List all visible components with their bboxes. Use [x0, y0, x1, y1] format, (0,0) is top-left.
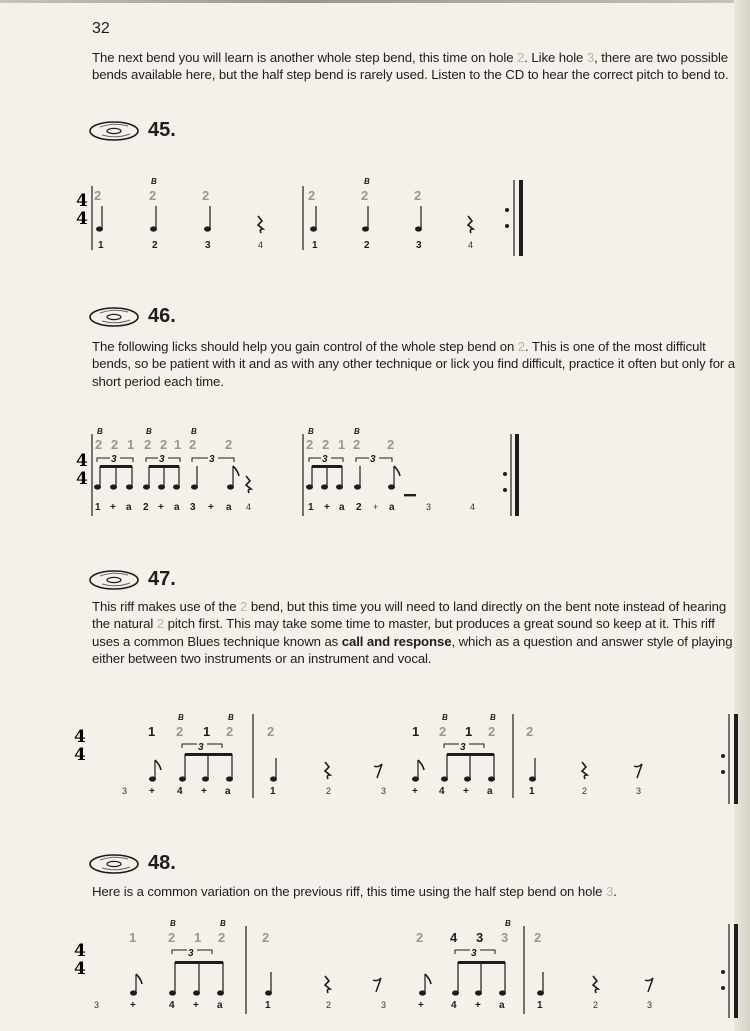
- hole-number: 1: [203, 724, 211, 739]
- hole-number: 2: [353, 437, 361, 452]
- cd-icon: [88, 850, 142, 876]
- hole-number: 2: [168, 930, 176, 945]
- hole-number: 2: [534, 930, 542, 945]
- count-label: 3: [94, 1000, 100, 1010]
- hole-number: 2: [189, 437, 197, 452]
- example-47-tab-staff: [70, 708, 750, 808]
- count-label: 3: [381, 786, 387, 796]
- hole-number: 2: [144, 437, 152, 452]
- hole-number: 2: [226, 724, 234, 739]
- count-label: +: [463, 786, 469, 797]
- svg-text:3: 3: [188, 948, 194, 959]
- bend-mark: B: [442, 713, 448, 722]
- triplet-bracket: [455, 948, 495, 959]
- count-label: +: [149, 786, 155, 797]
- hole-number: 1: [174, 437, 182, 452]
- quarter-rest: [258, 216, 263, 233]
- time-signature-top: 4: [74, 941, 86, 961]
- count-label: 4: [451, 1000, 457, 1011]
- quarter-rest: [468, 216, 473, 233]
- hole-number: 2: [218, 930, 226, 945]
- count-label: a: [487, 786, 493, 797]
- time-signature-bottom: 4: [76, 469, 88, 489]
- example-45-header: [88, 117, 176, 143]
- hole-number: 1: [127, 437, 135, 452]
- count-label: 4: [169, 1000, 175, 1011]
- triplet-bracket: [172, 948, 212, 959]
- count-label: a: [225, 786, 231, 797]
- bend-mark: B: [191, 427, 197, 436]
- paragraph-text: pitch first. This may take some time to master, but produces a great sound so keep at it. This riff uses a common Blues technique known as: [92, 616, 715, 649]
- hole-number: 1: [129, 930, 137, 945]
- count-label: 1: [529, 786, 535, 797]
- example-47-header: [88, 566, 176, 592]
- intro-text-2: . Like hole: [524, 50, 587, 65]
- repeat-sign: [505, 180, 521, 256]
- page-number: 32: [92, 20, 110, 37]
- count-label: 2: [593, 1000, 599, 1010]
- count-label: a: [339, 502, 345, 513]
- quarter-rest: [246, 476, 251, 493]
- svg-text:3: 3: [198, 742, 204, 753]
- hole-number: 2: [156, 616, 165, 632]
- count-label: +: [324, 502, 330, 513]
- repeat-sign: [503, 434, 517, 516]
- hole-number: 2: [160, 437, 168, 452]
- bend-mark: B: [354, 427, 360, 436]
- example-number: 45.: [148, 118, 176, 141]
- count-label: +: [373, 502, 379, 512]
- hole-number: 2: [95, 437, 103, 452]
- cd-icon: [88, 303, 142, 329]
- quarter-note: [537, 972, 544, 996]
- hole-number: 2: [149, 188, 157, 203]
- eighth-note: [149, 760, 161, 782]
- count-label: 2: [143, 502, 149, 513]
- cd-icon: [88, 117, 142, 143]
- hole-number: 2: [414, 188, 422, 203]
- count-label: +: [193, 1000, 199, 1011]
- time-signature-top: 4: [76, 451, 88, 471]
- count-label: +: [201, 786, 207, 797]
- bend-mark: B: [490, 713, 496, 722]
- hole-number: 2: [517, 339, 525, 354]
- count-label: 3: [381, 1000, 387, 1010]
- count-label: 3: [426, 502, 432, 512]
- eighth-note: [130, 974, 142, 996]
- hole-number: 2: [225, 437, 233, 452]
- paragraph-text: .: [613, 884, 617, 899]
- beamed-triplet: [306, 465, 343, 490]
- time-signature-top: 4: [76, 191, 88, 211]
- triplet-bracket: [192, 454, 234, 465]
- quarter-note: [204, 206, 211, 232]
- hole-number: 3: [476, 930, 484, 945]
- quarter-rest: [325, 762, 330, 779]
- bend-mark: B: [97, 427, 103, 436]
- hole-number: 2: [111, 437, 119, 452]
- eighth-rest: [634, 764, 642, 778]
- count-label: 1: [312, 240, 318, 251]
- time-signature-bottom: 4: [76, 209, 88, 229]
- beamed-triplet: [452, 961, 506, 996]
- count-label: 1: [98, 240, 104, 251]
- cd-icon: [88, 566, 142, 592]
- count-label: 1: [537, 1000, 543, 1011]
- hole-number: 4: [450, 930, 458, 945]
- triplet-bracket: [182, 742, 222, 753]
- half-rest: [404, 494, 416, 496]
- count-label: 1: [270, 786, 276, 797]
- intro-text-1: The next bend you will learn is another whole step bend, this time on hole: [92, 50, 518, 65]
- eighth-rest: [645, 978, 653, 992]
- paragraph-text: , which as a question and answer style of playing either between two instruments or an instrument and vocal.: [92, 633, 733, 667]
- triplet-bracket: [356, 454, 392, 465]
- svg-text:3: 3: [111, 454, 117, 465]
- count-label: 4: [177, 786, 183, 797]
- count-label: 2: [326, 1000, 332, 1010]
- time-signature-top: 4: [74, 727, 86, 747]
- time-signature: [74, 941, 86, 979]
- quarter-note: [150, 206, 157, 232]
- example-number: 48.: [148, 851, 176, 874]
- example-46-header: [88, 303, 176, 329]
- paragraph-text: Here is a common variation on the previous riff, this time using the half step bend on hole: [92, 884, 606, 899]
- count-label: a: [499, 1000, 505, 1011]
- eighth-rest: [373, 978, 381, 992]
- triplet-bracket: [309, 454, 343, 465]
- paragraph-text: This riff makes use of the: [92, 599, 241, 614]
- example-46-tab-staff: [70, 418, 750, 518]
- hole-number: 3: [501, 930, 509, 945]
- triplet-bracket: [146, 454, 180, 465]
- hole-number: 2: [267, 724, 275, 739]
- example-number: 47.: [148, 567, 176, 590]
- count-label: 1: [265, 1000, 271, 1011]
- count-label: 4: [246, 502, 252, 512]
- bend-mark: B: [505, 919, 511, 928]
- paragraph-text: . This is one of the most difficult bends, so be patient with it and as with any other technique or lick you find difficult, practice it often but only for a short period each time.: [92, 339, 736, 389]
- count-label: 2: [326, 786, 332, 796]
- page-top-edge: [0, 0, 750, 3]
- time-signature-bottom: 4: [74, 959, 86, 979]
- hole-number: 3: [586, 50, 595, 65]
- count-label: 3: [636, 786, 642, 796]
- svg-text:3: 3: [322, 454, 328, 465]
- eighth-rest: [374, 764, 382, 778]
- hole-number: 1: [465, 724, 473, 739]
- time-signature: [74, 727, 86, 765]
- triplet-bracket: [97, 454, 133, 465]
- count-label: 2: [582, 786, 588, 796]
- count-label: +: [208, 502, 214, 513]
- bend-mark: B: [364, 177, 370, 186]
- paragraph-text: bend, but this time you will need to land directly on the bent note instead of hearing the natural: [92, 599, 727, 632]
- eighth-note: [227, 466, 239, 490]
- repeat-sign: [721, 924, 736, 1018]
- svg-text:3: 3: [159, 454, 165, 465]
- example-46-paragraph: [92, 338, 740, 390]
- example-47-paragraph: [92, 598, 740, 668]
- quarter-note: [96, 206, 103, 232]
- quarter-note: [354, 466, 361, 490]
- count-label: a: [226, 502, 232, 513]
- quarter-note: [265, 972, 272, 996]
- eighth-note: [388, 466, 400, 490]
- quarter-note: [310, 206, 317, 232]
- count-label: +: [412, 786, 418, 797]
- time-signature: [76, 191, 88, 229]
- hole-number: 2: [176, 724, 184, 739]
- hole-number: 2: [262, 930, 270, 945]
- intro-text-3: , there are two possible bends available here, but the half step bend is rarely used. Listen to the CD to hear the correct pitch to bend to.: [92, 50, 729, 83]
- count-label: 2: [356, 502, 362, 513]
- bend-mark: B: [170, 919, 176, 928]
- bend-mark: B: [220, 919, 226, 928]
- count-label: 4: [439, 786, 445, 797]
- hole-number: 2: [306, 437, 314, 452]
- count-label: a: [389, 502, 395, 513]
- count-label: 1: [308, 502, 314, 513]
- count-label: 2: [152, 240, 158, 251]
- example-48-header: [88, 850, 176, 876]
- quarter-note: [415, 206, 422, 232]
- beamed-triplet: [169, 961, 224, 996]
- hole-number: 2: [439, 724, 447, 739]
- hole-number: 2: [526, 724, 534, 739]
- hole-number: 2: [488, 724, 496, 739]
- example-number: 46.: [148, 304, 176, 327]
- count-label: 3: [647, 1000, 653, 1010]
- quarter-rest: [325, 976, 330, 993]
- count-label: 4: [468, 240, 474, 250]
- time-signature-bottom: 4: [74, 745, 86, 765]
- count-label: +: [110, 502, 116, 513]
- bend-mark: B: [151, 177, 157, 186]
- bend-mark: B: [308, 427, 314, 436]
- count-label: a: [126, 502, 132, 513]
- count-label: +: [418, 1000, 424, 1011]
- time-signature: [76, 451, 88, 489]
- hole-number: 1: [338, 437, 346, 452]
- svg-text:3: 3: [209, 454, 215, 465]
- bend-mark: B: [228, 713, 234, 722]
- beamed-triplet: [179, 753, 233, 782]
- hole-number: 2: [387, 437, 395, 452]
- beamed-triplet: [441, 753, 495, 782]
- hole-number: 3: [605, 884, 614, 899]
- count-label: a: [174, 502, 180, 513]
- hole-number: 1: [148, 724, 156, 739]
- count-label: +: [475, 1000, 481, 1011]
- hole-number: 1: [194, 930, 202, 945]
- repeat-sign: [721, 714, 736, 804]
- svg-text:3: 3: [370, 454, 376, 465]
- eighth-note: [419, 974, 431, 996]
- quarter-rest: [593, 976, 598, 993]
- quarter-note: [191, 466, 198, 490]
- paragraph-text: The following licks should help you gain control of the whole step bend on: [92, 339, 518, 354]
- beamed-triplet: [94, 465, 133, 490]
- count-label: 3: [122, 786, 128, 796]
- count-label: 4: [470, 502, 476, 512]
- quarter-rest: [582, 762, 587, 779]
- count-label: 3: [205, 240, 211, 251]
- hole-number: 2: [202, 188, 210, 203]
- count-label: 3: [190, 502, 196, 513]
- count-label: 3: [416, 240, 422, 251]
- quarter-note: [362, 206, 369, 232]
- quarter-note: [270, 758, 277, 782]
- triplet-bracket: [444, 742, 484, 753]
- hole-number: 2: [308, 188, 316, 203]
- example-45-tab-staff: [70, 172, 750, 256]
- quarter-note: [529, 758, 536, 782]
- svg-text:3: 3: [460, 742, 466, 753]
- hole-number: 2: [240, 599, 248, 614]
- hole-number: 2: [322, 437, 330, 452]
- count-label: a: [217, 1000, 223, 1011]
- bend-mark: B: [146, 427, 152, 436]
- eighth-note: [412, 760, 424, 782]
- hole-number: 2: [361, 188, 369, 203]
- bold-term: call and response: [341, 633, 452, 649]
- count-label: +: [130, 1000, 136, 1011]
- hole-number: 1: [412, 724, 420, 739]
- example-48-paragraph: [92, 883, 740, 900]
- count-label: 2: [364, 240, 370, 251]
- example-48-tab-staff: [70, 918, 750, 1022]
- hole-number: 2: [94, 188, 102, 203]
- bend-mark: B: [178, 713, 184, 722]
- intro-paragraph: [92, 49, 740, 84]
- svg-text:3: 3: [471, 948, 477, 959]
- beamed-triplet: [143, 465, 180, 490]
- count-label: 4: [258, 240, 264, 250]
- count-label: +: [158, 502, 164, 513]
- count-label: 1: [95, 502, 101, 513]
- hole-number: 2: [416, 930, 424, 945]
- hole-number: 2: [517, 50, 525, 65]
